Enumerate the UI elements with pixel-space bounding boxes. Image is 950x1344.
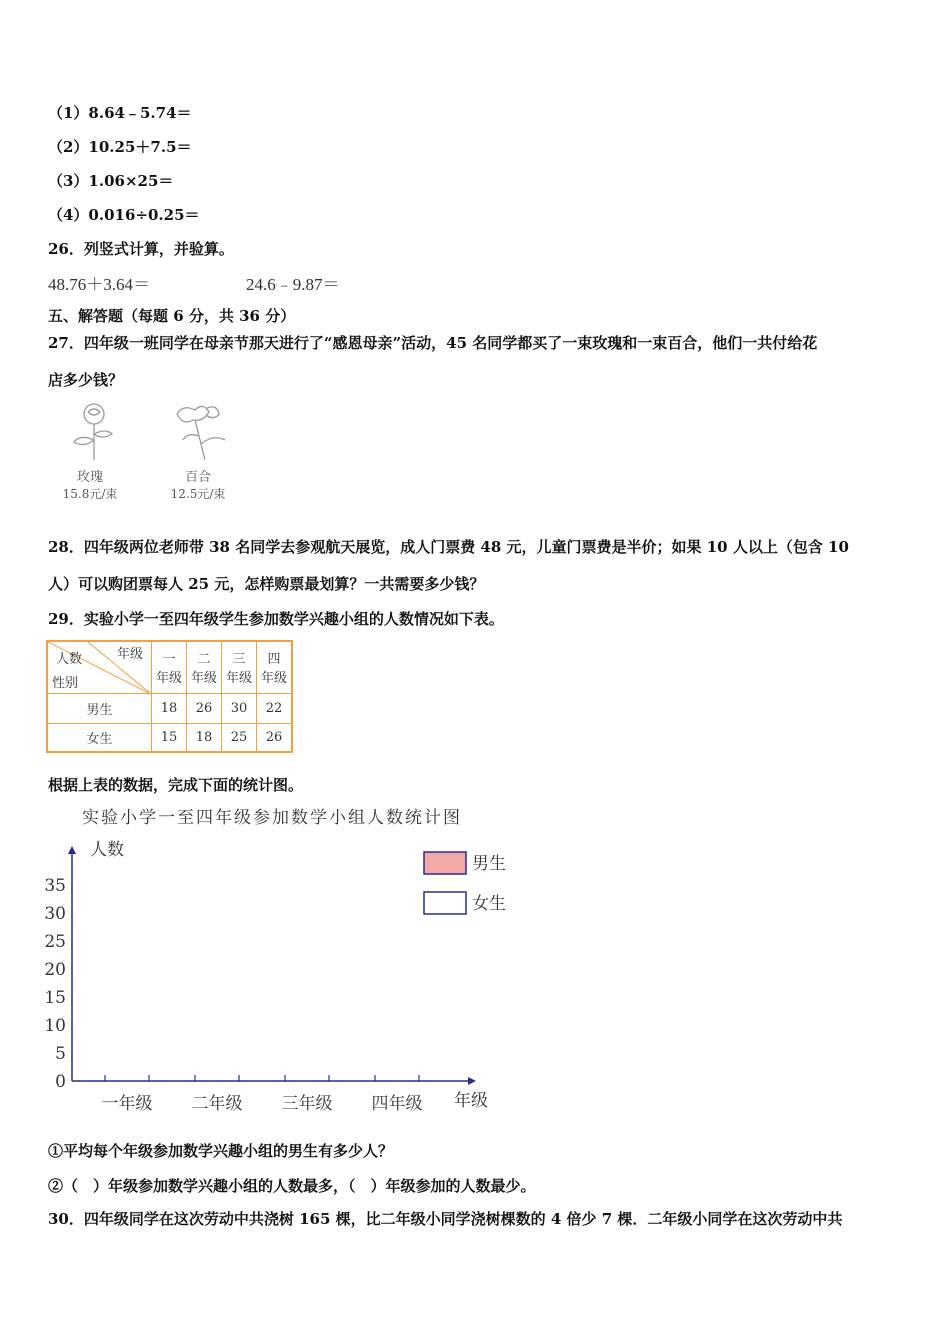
row-label: 男生: [47, 693, 152, 723]
column-header-bottom: 年级: [155, 671, 182, 687]
y-tick-label: 10: [44, 1016, 66, 1036]
column-header-top: 二: [197, 652, 211, 668]
table-cell: 26: [257, 723, 293, 752]
column-header-bottom: 年级: [225, 671, 252, 687]
sub-question-1: ①平均每个年级参加数学兴趣小组的男生有多少人？: [48, 1142, 394, 1160]
question-29: 29．实验小学一至四年级学生参加数学兴趣小组的人数情况如下表。: [48, 610, 504, 628]
chart-title: 实验小学一至四年级参加数学小组人数统计图: [82, 808, 462, 828]
x-axis-label: 年级: [454, 1091, 488, 1111]
question-27-line-2: 店多少钱？: [48, 371, 124, 389]
table-cell: 26: [187, 693, 222, 723]
x-axis-arrow-icon: [468, 1077, 476, 1085]
column-header-bottom: 年级: [260, 671, 287, 687]
y-axis-label: 人数: [90, 840, 124, 860]
rose-price: 15.8元/束: [62, 487, 118, 501]
lily-item: [158, 400, 238, 502]
table-cell: 25: [222, 723, 257, 752]
x-category-label: 三年级: [281, 1094, 333, 1114]
column-header-top: 四: [267, 652, 281, 668]
sub-question-2: ②（ ）年级参加数学兴趣小组的人数最多，（ ）年级参加的人数最少。: [48, 1177, 536, 1195]
question-27-line-1: 27．四年级一班同学在母亲节那天进行了“感恩母亲”活动，45 名同学都买了一束玫瑰和一束百合，他们一共付给花: [48, 334, 818, 352]
y-tick-label: 25: [44, 932, 66, 952]
q26-expression-1: 48.76＋3.64＝: [48, 275, 150, 294]
calc-item-3: （3）1.06×25＝: [48, 172, 174, 190]
question-28-line-1: 28．四年级两位老师带 38 名同学去参观航天展览，成人门票费 48 元，儿童门票费是半价；如果 10 人以上（包含 10: [48, 538, 849, 556]
rose-icon: [60, 400, 120, 462]
lily-icon: [163, 400, 233, 462]
corner-top-label: 年级: [116, 647, 143, 662]
grade-table: [46, 640, 293, 753]
table-cell: 18: [187, 723, 222, 752]
column-header: [257, 641, 293, 693]
column-header: [222, 641, 257, 693]
calc-item-4: （4）0.016÷0.25＝: [48, 206, 200, 224]
column-header-top: 三: [232, 652, 246, 668]
chart-instruction: 根据上表的数据，完成下面的统计图。: [48, 776, 304, 794]
table-cell: 30: [222, 693, 257, 723]
y-tick-label: 20: [44, 960, 66, 980]
column-header: [187, 641, 222, 693]
table-cell: 15: [152, 723, 187, 752]
y-tick-label: 0: [55, 1072, 66, 1092]
column-header: [152, 641, 187, 693]
section-heading: 五、解答题（每题 6 分，共 36 分）: [48, 307, 296, 325]
bar-chart: [30, 832, 550, 1122]
x-category-label: 二年级: [191, 1094, 243, 1114]
question-30-line-1: 30．四年级同学在这次劳动中共浇树 165 棵，比二年级小同学浇树棵数的 4 倍少 7 棵．二年级小同学在这次劳动中共: [48, 1210, 843, 1228]
table-row: [47, 723, 292, 752]
row-label: 女生: [47, 723, 152, 752]
column-header-top: 一: [162, 652, 176, 668]
table-cell: 18: [152, 693, 187, 723]
lily-label: 百合: [184, 470, 211, 485]
y-tick-label: 30: [44, 904, 66, 924]
rose-item: [50, 400, 130, 502]
table-cell: 22: [257, 693, 293, 723]
table-row: [47, 693, 292, 723]
y-axis-arrow-icon: [68, 846, 76, 854]
legend-label: 男生: [472, 854, 506, 874]
calc-item-1: （1）8.64﹣5.74＝: [48, 104, 192, 122]
table-corner-cell: [47, 641, 152, 693]
x-category-label: 四年级: [371, 1094, 423, 1114]
rose-label: 玫瑰: [76, 470, 103, 485]
calc-item-2: （2）10.25＋7.5＝: [48, 138, 192, 156]
y-tick-label: 5: [55, 1044, 66, 1064]
corner-mid-label: 人数: [56, 652, 83, 667]
column-header-bottom: 年级: [190, 671, 217, 687]
question-28-line-2: 人）可以购团票每人 25 元，怎样购票最划算？一共需要多少钱？: [48, 575, 485, 593]
question-26: 26．列竖式计算，并验算。: [48, 240, 234, 258]
legend-swatch: [424, 892, 466, 914]
x-category-label: 一年级: [101, 1094, 153, 1114]
corner-bottom-label: 性别: [52, 675, 79, 691]
legend-label: 女生: [472, 894, 506, 914]
y-tick-label: 15: [44, 988, 66, 1008]
y-tick-label: 35: [44, 876, 66, 896]
q26-expression-2: 24.6﹣9.87＝: [246, 275, 340, 294]
legend-swatch: [424, 852, 466, 874]
lily-price: 12.5元/束: [170, 487, 226, 501]
